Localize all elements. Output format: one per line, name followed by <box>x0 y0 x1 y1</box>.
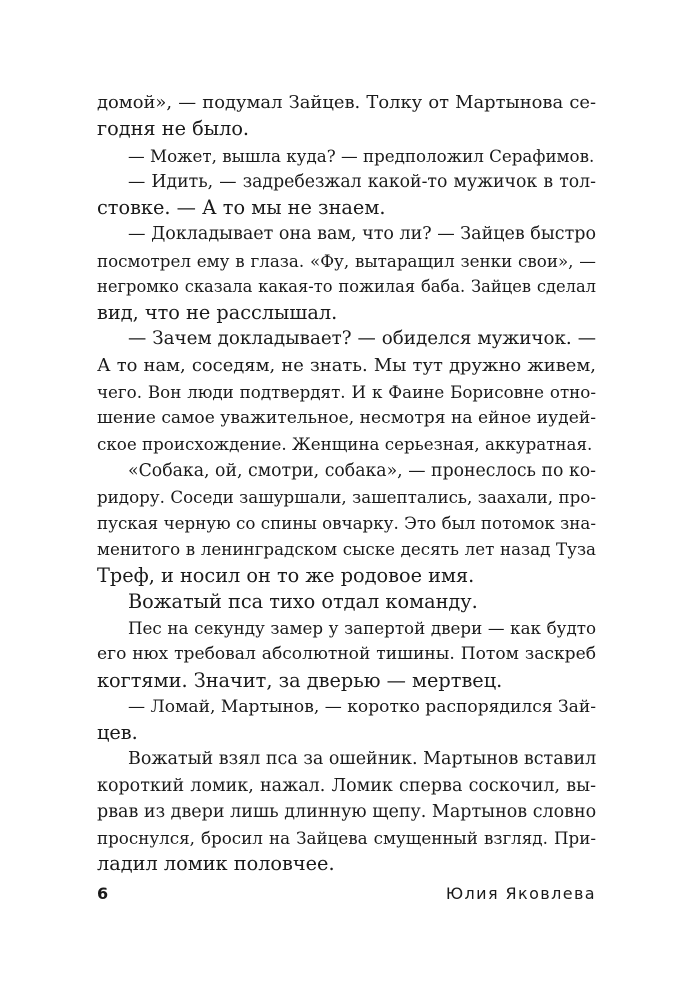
text-line: Пес на секунду замер у запертой двери — как будто <box>128 618 596 638</box>
text-line: «Собака, ой, смотри, собака», — пронеслось по ко- <box>128 460 596 481</box>
text-line: домой», — подумал Зайцев. Толку от Мартынова се- <box>97 92 596 113</box>
text-line: ладил ломик половчее. <box>97 852 335 876</box>
text-line: менитого в ленинградском сыске десять лет назад Туза <box>97 539 596 560</box>
text-line: когтями. Значит, за дверью — мертвец. <box>97 668 503 692</box>
text-line: чего. Вон люди подтвердят. И к Фаине Борисовне отно- <box>97 381 596 402</box>
text-line: — Идить, — задребезжал какой-то мужичок в тол- <box>128 171 596 192</box>
text-line: — Докладывает она вам, что ли? — Зайцев быстро <box>128 224 596 245</box>
text-line: — Зачем докладывает? — обиделся мужичок. — <box>128 328 596 350</box>
text-line: — Ломай, Мартынов, — коротко распорядился Зай- <box>128 696 596 717</box>
text-line: ридору. Соседи зашуршали, зашептались, заахали, про- <box>97 486 596 507</box>
text-line: А то нам, соседям, не знать. Мы тут дружно живем, <box>97 354 596 376</box>
text-line: — Может, вышла куда? — предположил Серафимов. <box>128 145 595 166</box>
text-line: стовке. — А то мы не знаем. <box>97 196 386 219</box>
text-line: Вожатый взял пса за ошейник. Мартынов вставил <box>128 749 597 770</box>
page-number: 6 <box>97 884 109 903</box>
text-line: короткий ломик, нажал. Ломик сперва соскочил, вы- <box>97 775 596 796</box>
text-line: посмотрел ему в глаза. «Фу, вытаращил зенки свои», — <box>97 250 596 271</box>
text-line: проснулся, бросил на Зайцева смущенный взгляд. При- <box>97 828 596 848</box>
text-line: ское происхождение. Женщина серьезная, аккуратная. <box>97 434 593 455</box>
text-line: негромко сказала какая-то пожилая баба. Зайцев сделал <box>97 276 596 296</box>
text-line: пуская черную со спины овчарку. Это был потомок зна- <box>97 513 596 533</box>
body-text <box>97 90 596 878</box>
text-line: его нюх требовал абсолютной тишины. Потом заскреб <box>97 644 596 665</box>
text-line: Вожатый пса тихо отдал команду. <box>128 589 478 613</box>
text-line: вид, что не расслышал. <box>97 301 338 324</box>
text-line: годня не было. <box>97 117 250 141</box>
text-line: Треф, и носил он то же родовое имя. <box>97 563 475 587</box>
text-line: цев. <box>97 721 138 744</box>
text-line: шение самое уважительное, несмотря на ейное иудей- <box>97 408 596 428</box>
text-line: рвав из двери лишь длинную щепу. Мартынов словно <box>97 801 597 822</box>
running-head-author: Юлия Яковлева <box>445 884 596 903</box>
